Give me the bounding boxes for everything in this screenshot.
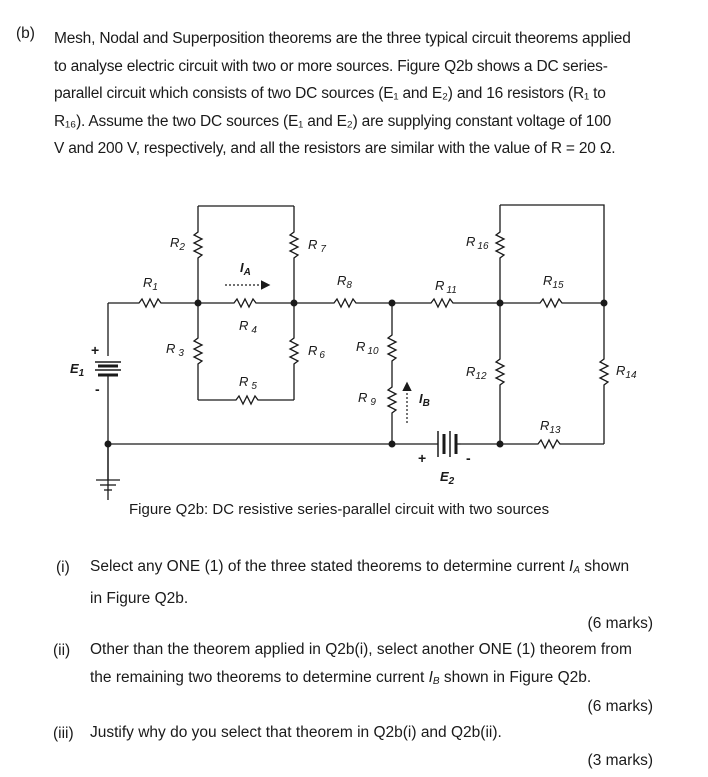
subq-1-marks: (6 marks) [587,615,653,632]
subq-1-text [90,553,660,613]
wire-r16 [496,205,504,303]
e1-plus-sign: + [91,342,100,358]
label-ib: $I_B$ [419,391,430,409]
wire-r15 [500,299,604,307]
e1-minus-sign: - [95,381,100,397]
subq-2-line2-post: shown in Figure Q2b. [439,669,592,686]
battery-e1-icon [95,362,121,375]
battery-e2-icon [438,431,461,457]
label-r9: R $_9$ [358,390,376,408]
intro-line-1: Mesh, Nodal and Superposition theorems are the three typical circuit theorems applied [54,30,631,47]
label-e1: $E_1$ [70,361,85,379]
e2-plus-sign: + [418,450,427,466]
var-ia: $I_A$ [569,558,580,576]
wire-r12 [496,303,504,444]
subq-3-number: (iii) [53,725,74,742]
question-label: (b) [16,25,35,42]
label-r3: R $_3$ [166,341,184,359]
subq-1-line2: in Figure Q2b. [90,590,189,607]
wire-r7 [290,206,298,303]
label-r14: $R_{14}$ [616,363,637,381]
label-r16: R $_{16}$ [466,234,489,252]
subq-3-text [90,719,660,747]
junction-dots [105,300,608,448]
wire-r4 [198,299,294,307]
label-r4: R $_4$ [239,318,257,336]
subq-1-number: (i) [56,559,70,576]
label-r5: R $_5$ [239,374,257,392]
figure-caption: Figure Q2b: DC resistive series-parallel circuit with two sources [129,501,550,518]
label-r12: $R_{12}$ [466,364,487,382]
subq-2-marks: (6 marks) [587,698,653,715]
label-r10: R $_{10}$ [356,339,379,357]
subq-3-line1: Justify why do you select that theorem in Q2b(i) and Q2b(ii). [90,724,502,741]
intro-line-2: to analyse electric circuit with two or more sources. Figure Q2b shows a DC series- [54,57,608,75]
wire-r11 [392,299,500,307]
wire-r5 [198,396,294,404]
wire-r1 [108,299,198,307]
wire-r8 [294,299,392,307]
subq-2-line2: the remaining two theorems to determine current [90,669,429,686]
var-ib: $I_B$ [428,669,440,687]
wire-r6 [290,303,298,400]
wire-r2 [194,206,202,303]
label-r8: $R_8$ [337,273,352,291]
label-r1: $R_1$ [143,275,158,293]
wire-r13 [500,440,604,448]
intro-line-5: V and 200 V, respectively, and all the resistors are similar with the value of R = 20 Ω. [54,140,616,157]
subq-2-text [90,636,660,696]
label-ia: $I_A$ [240,260,251,278]
subq-1-line1-post: shown [580,558,630,575]
intro-line-3: parallel circuit which consists of two DC sources (E₁ and E₂) and 16 resistors (R₁ to [54,85,606,102]
subq-2-line1: Other than the theorem applied in Q2b(i), select another ONE (1) theorem from [90,641,632,658]
subq-3-marks: (3 marks) [587,752,653,769]
intro-line-4: R₁₆). Assume the two DC sources (E₁ and E₂) are supplying constant voltage of 100 [54,112,612,130]
label-r11: R $_{11}$ [435,278,457,296]
label-r7: R $_7$ [308,237,326,255]
e2-minus-sign: - [466,450,471,466]
label-r13: $R_{13}$ [540,418,561,436]
label-r6: R $_6$ [308,343,325,361]
wire-r3 [194,303,202,400]
label-e2: $E_2$ [440,469,455,487]
subq-1-line1: Select any ONE (1) of the three stated theorems to determine current [90,558,570,575]
label-r15: $R_{15}$ [543,273,564,291]
label-r2: $R_2$ [170,235,185,253]
subq-2-number: (ii) [53,642,71,659]
wire-r14 [600,303,608,444]
wire-r10-r9 [388,303,396,444]
